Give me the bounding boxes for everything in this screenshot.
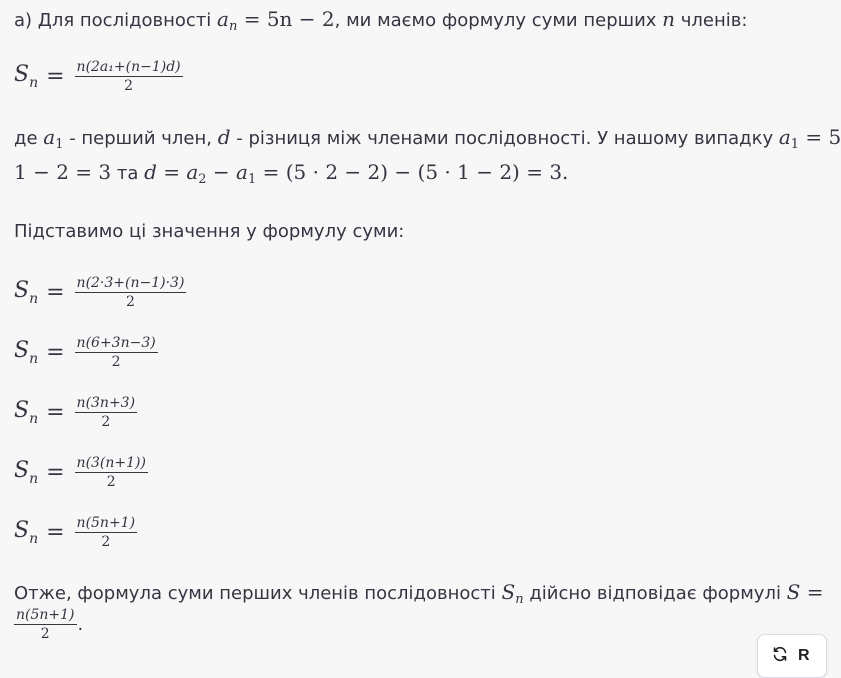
a1-symbol: a — [43, 125, 56, 149]
equals-sign: = — [46, 63, 65, 89]
intro-suffix: , ми маємо формулу суми перших — [334, 10, 663, 31]
regenerate-label: R — [798, 647, 810, 664]
sequence-symbol: a — [217, 7, 229, 31]
d-result: = (5 · 2 − 2) − (5 · 1 − 2) = 3. — [256, 160, 569, 184]
s-equals: S = — [786, 580, 824, 604]
def-prefix: де — [14, 128, 44, 149]
a1-index: 1 — [55, 137, 64, 152]
n-symbol: n — [662, 7, 676, 31]
formula-step-1-fraction: $\frac{n(2\cdot 3+(n-1)\cdot 3)}{2}$ — [76, 274, 185, 310]
conclusion-prefix: Отже, формула суми перших членів послідовності — [14, 583, 502, 604]
conclusion-line-2 — [14, 604, 83, 644]
formula-fraction — [75, 59, 183, 94]
s-index: n — [515, 592, 524, 607]
def-first-term: - перший член, — [63, 128, 218, 149]
a1-computation: 1 − 2 = 3 — [14, 160, 112, 184]
conclusion-period: . — [77, 613, 84, 635]
minus-a1: − a — [206, 160, 248, 184]
intro-prefix: а) Для послідовності — [14, 10, 218, 31]
def-difference: - різниця між членами послідовності. У нашому випадку — [230, 128, 779, 149]
a1-index-3: 1 — [247, 172, 257, 187]
fraction-denominator: 2 — [124, 77, 134, 94]
formula-step-1: $S_n$ = $\frac{n(2\cdot 3+(n-1)\cdot 3)}{2}$ — [14, 274, 185, 310]
conclusion-line-1 — [14, 575, 824, 617]
sequence-index: n — [228, 19, 238, 34]
intro-end: членів: — [675, 10, 748, 31]
conclusion-fraction: $\frac{n(5n+1)}{2}$ — [16, 606, 75, 642]
a1-symbol-2: a — [778, 125, 791, 149]
formula-step-5-fraction: $\frac{n(5n+1)}{2}$ — [76, 514, 136, 550]
formula-step-3: $S_n$ = $\frac{n(3n+3)}{2}$ — [14, 394, 136, 430]
a1-index-2: 1 — [790, 137, 800, 152]
s-symbol: S — [501, 580, 516, 604]
formula-step-3-fraction: $\frac{n(3n+3)}{2}$ — [76, 394, 136, 430]
formula-step-4-fraction: $\frac{n(3(n+1))}{2}$ — [76, 454, 146, 490]
conclusion-mid: дійсно відповідає формулі — [523, 583, 787, 604]
formula-step-2-fraction: $\frac{n(6+3n-3)}{2}$ — [76, 334, 156, 370]
and-word: та — [111, 163, 145, 184]
d-symbol: d — [217, 125, 231, 149]
a2-index: 2 — [198, 172, 207, 187]
general-sum-formula — [14, 54, 183, 98]
regenerate-icon — [772, 646, 798, 667]
regenerate-button[interactable] — [757, 634, 827, 678]
sequence-formula: = 5n − 2 — [237, 7, 335, 31]
substitute-paragraph: Підставимо ці значення у формулу суми: — [14, 221, 405, 242]
fraction-numerator: n(2a₁+(n−1)d) — [76, 58, 181, 75]
d-computation: d = a — [144, 160, 199, 184]
formula-lhs: $S_n$ — [14, 61, 39, 91]
def-equals: = 5 — [799, 125, 841, 149]
formula-step-5: $S_n$ = $\frac{n(5n+1)}{2}$ — [14, 514, 136, 550]
intro-paragraph — [14, 2, 747, 44]
formula-step-2: $S_n$ = $\frac{n(6+3n-3)}{2}$ — [14, 334, 156, 370]
definition-line-2 — [14, 155, 568, 197]
formula-step-4: $S_n$ = $\frac{n(3(n+1))}{2}$ — [14, 454, 146, 490]
